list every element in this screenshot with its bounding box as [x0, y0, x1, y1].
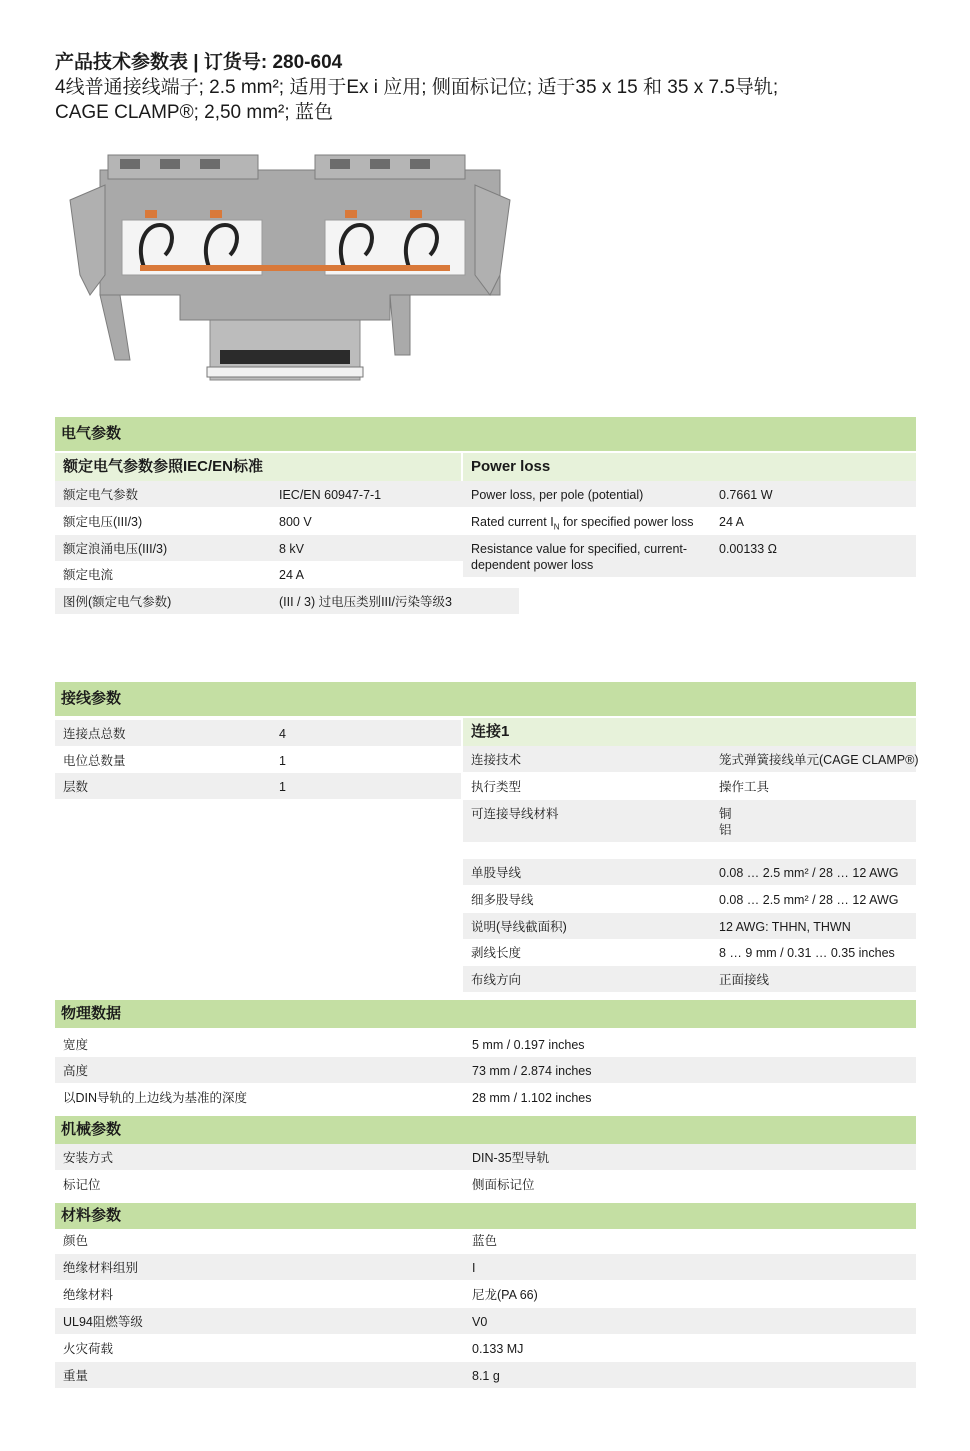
- param-label: 额定电气参数: [63, 488, 139, 502]
- param-value: 侧面标记位: [472, 1178, 535, 1192]
- section-physical-header: 物理数据: [55, 1000, 916, 1028]
- table-row: [55, 588, 519, 614]
- param-label: 宽度: [63, 1038, 89, 1052]
- table-row: [463, 746, 919, 772]
- param-value: 73 mm / 2.874 inches: [472, 1064, 592, 1078]
- param-value: V0: [472, 1315, 488, 1329]
- param-label: 可连接导线材料: [471, 807, 559, 821]
- param-value: 4: [279, 727, 286, 741]
- param-label: UL94阻燃等级: [63, 1315, 143, 1329]
- page-header: [55, 50, 935, 125]
- table-row: [55, 1308, 916, 1334]
- table-row: [463, 800, 916, 842]
- param-value: (III / 3) 过电压类别III/污染等级3: [279, 595, 452, 609]
- param-label: 额定浪涌电压(III/3): [63, 542, 168, 556]
- table-row: [463, 481, 916, 507]
- param-value: 蓝色: [472, 1234, 498, 1248]
- product-description-line-2: CAGE CLAMP®; 2,50 mm²; 蓝色: [55, 102, 333, 123]
- table-row: [463, 535, 916, 577]
- table-row: [55, 1281, 916, 1307]
- section-electrical-header: 电气参数: [55, 417, 916, 451]
- section-mechanical-header: 机械参数: [55, 1116, 916, 1144]
- param-value: 1: [279, 780, 286, 794]
- param-value: 8.1 g: [472, 1369, 500, 1383]
- param-value: 笼式弹簧接线单元(CAGE CLAMP®): [719, 753, 919, 767]
- param-label: 布线方向: [471, 973, 522, 987]
- param-value: 28 mm / 1.102 inches: [472, 1091, 592, 1105]
- param-label: 剥线长度: [471, 946, 522, 960]
- table-row: [55, 1335, 916, 1361]
- table-row: [55, 1254, 916, 1280]
- param-value: 0.08 … 2.5 mm² / 28 … 12 AWG: [719, 893, 899, 907]
- param-label: 额定电压(III/3): [63, 515, 143, 529]
- param-label: Power loss, per pole (potential): [471, 488, 644, 502]
- param-label: Rated current $I_N$ for specified power loss: [471, 515, 694, 532]
- param-value: 0.133 MJ: [472, 1342, 524, 1356]
- param-label: 电位总数量: [63, 754, 126, 768]
- param-label: 安装方式: [63, 1151, 114, 1165]
- param-value: 1: [279, 754, 286, 768]
- table-row: [55, 481, 519, 507]
- param-value: 0.08 … 2.5 mm² / 28 … 12 AWG: [719, 866, 899, 880]
- param-value: 正面接线: [719, 973, 770, 987]
- param-label: 额定电流: [63, 568, 114, 582]
- table-row: [55, 720, 461, 746]
- param-value: 铜: [719, 807, 732, 821]
- param-label: 颜色: [63, 1234, 89, 1248]
- param-label: 高度: [63, 1064, 89, 1078]
- param-label: 火灾荷载: [63, 1342, 114, 1356]
- table-row: [463, 966, 916, 992]
- param-value: 0.00133 Ω: [719, 542, 778, 556]
- section-material-header: 材料参数: [55, 1203, 916, 1229]
- table-row: [55, 1171, 916, 1197]
- table-row: [55, 508, 519, 534]
- param-value: 24 A: [279, 568, 305, 582]
- table-row: [55, 773, 461, 799]
- param-value: 尼龙(PA 66): [472, 1288, 538, 1302]
- param-value: DIN-35型导轨: [472, 1151, 550, 1165]
- param-label: 图例(额定电气参数): [63, 595, 172, 609]
- table-row: [55, 1057, 916, 1083]
- section-wiring-header: 接线参数: [55, 682, 916, 716]
- product-description-line-1: 4线普通接线端子; 2.5 mm²; 适用于Ex i 应用; 侧面标记位; 适于35 x 15 和 35 x 7.5导轨;: [55, 77, 779, 98]
- param-label: 连接点总数: [63, 727, 126, 741]
- table-row: [463, 939, 916, 965]
- param-label: 绝缘材料组别: [63, 1261, 139, 1275]
- param-value: 0.7661 W: [719, 488, 773, 502]
- table-row: [463, 859, 916, 885]
- param-label: 单股导线: [471, 866, 522, 880]
- table-row: [463, 886, 916, 912]
- param-value: IEC/EN 60947-7-1: [279, 488, 382, 502]
- param-label: 执行类型: [471, 780, 522, 794]
- table-row: [463, 913, 916, 939]
- table-row: [55, 747, 461, 773]
- subsection-rated-params: 额定电气参数参照IEC/EN标准: [55, 453, 461, 481]
- param-label: 标记位: [63, 1178, 101, 1192]
- param-label: 连接技术: [471, 753, 522, 767]
- param-label: 重量: [63, 1369, 89, 1383]
- param-value: 12 AWG: THHN, THWN: [719, 920, 851, 934]
- param-value: 铝: [719, 823, 732, 837]
- table-row: [55, 1144, 916, 1170]
- subsection-power-loss: Power loss: [463, 453, 916, 481]
- param-value: I: [472, 1261, 476, 1275]
- param-label: Resistance value for specified, current-dependent power loss: [471, 542, 688, 572]
- param-value: 8 … 9 mm / 0.31 … 0.35 inches: [719, 946, 895, 960]
- table-row: [55, 1084, 916, 1110]
- page-title: 产品技术参数表 | 订货号: 280-604: [55, 52, 343, 73]
- subsection-connection-1: 连接1: [463, 718, 916, 746]
- param-value: 5 mm / 0.197 inches: [472, 1038, 585, 1052]
- table-row: [55, 535, 519, 561]
- table-row: [463, 508, 916, 534]
- param-label: 绝缘材料: [63, 1288, 114, 1302]
- param-value: 24 A: [719, 515, 745, 529]
- param-label: 以DIN导轨的上边线为基准的深度: [63, 1091, 248, 1105]
- table-row: [463, 773, 916, 799]
- param-value: 8 kV: [279, 542, 305, 556]
- param-label: 层数: [63, 780, 89, 794]
- param-label: 说明(导线截面积): [471, 920, 567, 934]
- table-row: [55, 1031, 916, 1057]
- param-value: 800 V: [279, 515, 312, 529]
- table-row: [55, 561, 519, 587]
- table-row: [55, 1362, 916, 1388]
- param-label: 细多股导线: [471, 893, 534, 907]
- table-row: [55, 1227, 916, 1253]
- param-value: 操作工具: [719, 780, 770, 794]
- product-image: [60, 145, 520, 390]
